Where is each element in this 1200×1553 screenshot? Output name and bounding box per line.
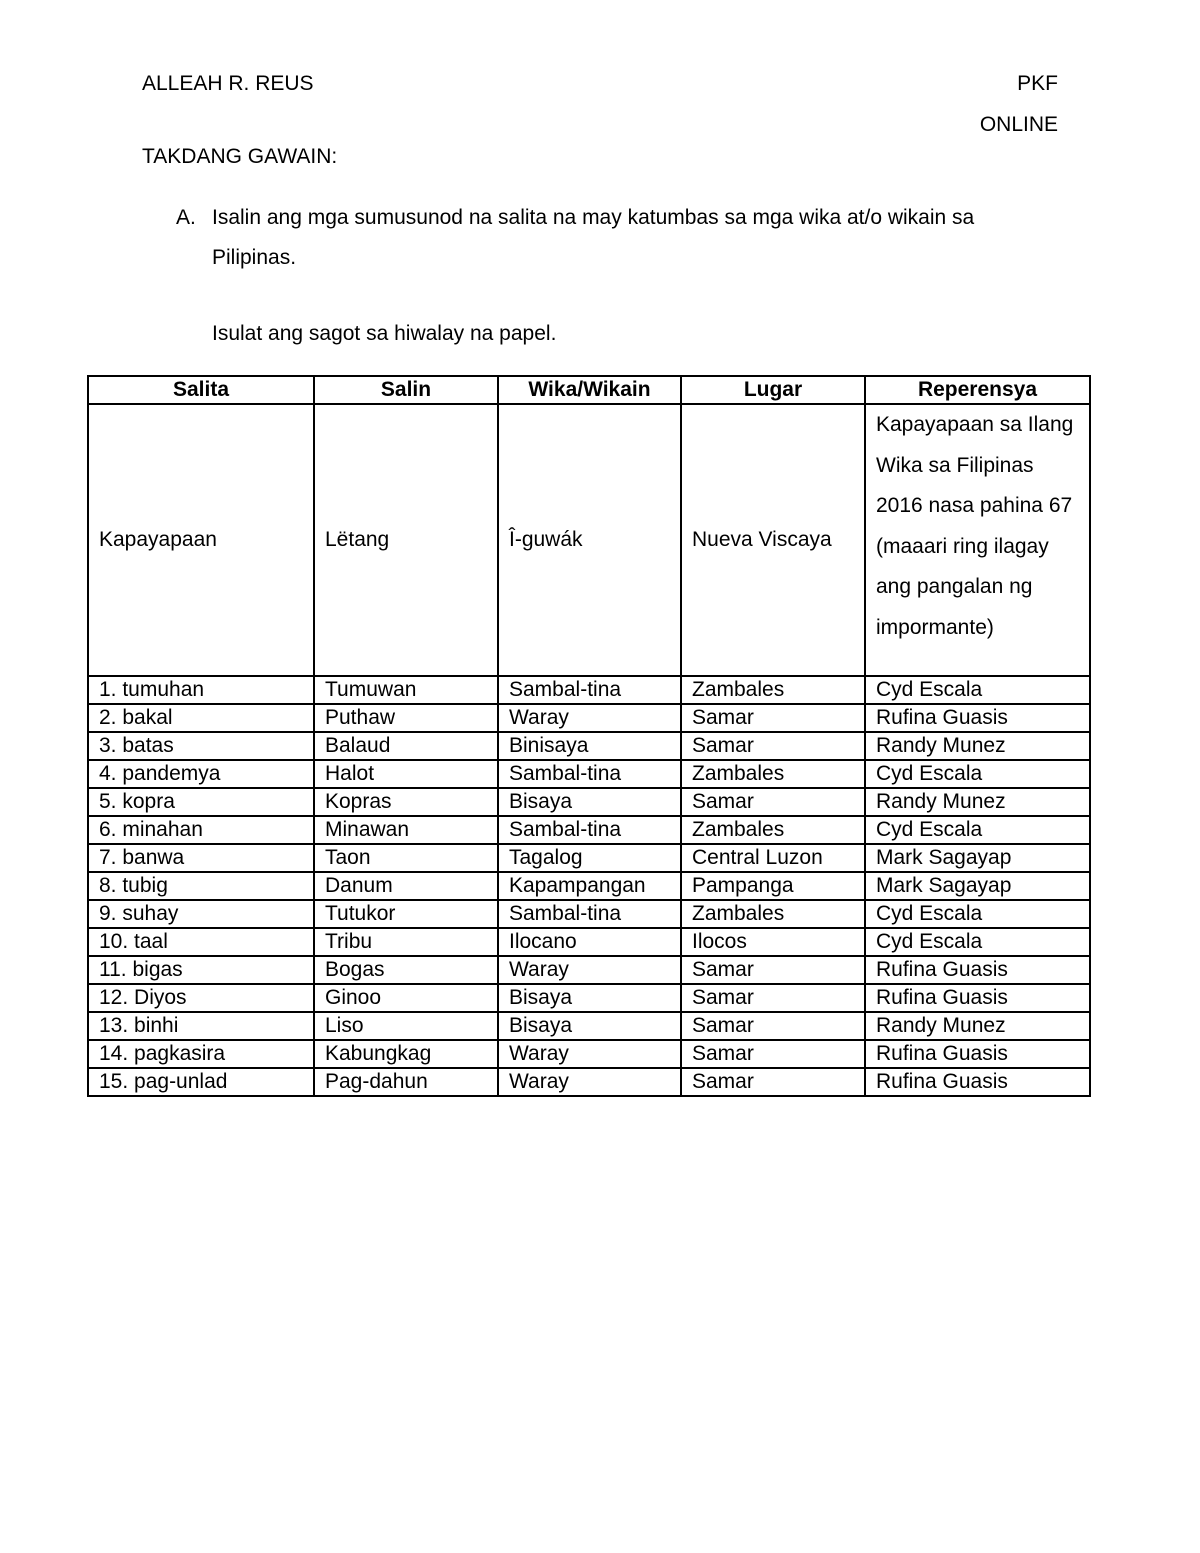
cell-wika: Sambal-tina	[498, 900, 681, 928]
cell-salita: 11. bigas	[88, 956, 314, 984]
cell-salin: Kopras	[314, 788, 498, 816]
table-row	[88, 844, 1090, 872]
table-row	[88, 1012, 1090, 1040]
cell-salita: 6. minahan	[88, 816, 314, 844]
cell-wika: Sambal-tina	[498, 676, 681, 704]
cell-reperensya: Mark Sagayap	[865, 844, 1090, 872]
cell-salin: Taon	[314, 844, 498, 872]
table-row	[88, 788, 1090, 816]
cell-reperensya: Rufina Guasis	[865, 984, 1090, 1012]
cell-reperensya: Randy Munez	[865, 732, 1090, 760]
cell-reperensya: Rufina Guasis	[865, 1040, 1090, 1068]
cell-reperensya: Randy Munez	[865, 1012, 1090, 1040]
cell-wika: Sambal-tina	[498, 816, 681, 844]
cell-salin: Balaud	[314, 732, 498, 760]
table-row	[88, 900, 1090, 928]
organization-label: PKF	[1017, 72, 1058, 95]
cell-salita: 3. batas	[88, 732, 314, 760]
table-row	[88, 956, 1090, 984]
cell-reperensya: Rufina Guasis	[865, 956, 1090, 984]
cell-wika: Bisaya	[498, 788, 681, 816]
cell-lugar: Samar	[681, 788, 865, 816]
cell-salita: 9. suhay	[88, 900, 314, 928]
cell-salita: 12. Diyos	[88, 984, 314, 1012]
cell-lugar: Zambales	[681, 816, 865, 844]
cell-salita: 14. pagkasira	[88, 1040, 314, 1068]
cell-salita: 1. tumuhan	[88, 676, 314, 704]
cell-wika: Bisaya	[498, 984, 681, 1012]
cell-salin: Halot	[314, 760, 498, 788]
table-row	[88, 1040, 1090, 1068]
cell-salita: 13. binhi	[88, 1012, 314, 1040]
table-row	[88, 760, 1090, 788]
cell-reperensya: Mark Sagayap	[865, 872, 1090, 900]
cell-reperensya: Cyd Escala	[865, 676, 1090, 704]
cell-lugar: Ilocos	[681, 928, 865, 956]
table-row	[88, 816, 1090, 844]
column-header-salin: Salin	[314, 376, 498, 404]
example-row	[88, 404, 1090, 676]
cell-salita: 15. pag-unlad	[88, 1068, 314, 1096]
cell-salin: Tumuwan	[314, 676, 498, 704]
cell-lugar: Samar	[681, 1040, 865, 1068]
cell-wika: Ilocano	[498, 928, 681, 956]
cell-lugar: Samar	[681, 1068, 865, 1096]
cell-lugar: Zambales	[681, 760, 865, 788]
cell-salin: Lëtang	[314, 404, 498, 676]
cell-reperensya: Cyd Escala	[865, 760, 1090, 788]
cell-wika: Waray	[498, 956, 681, 984]
table-header-row	[88, 376, 1090, 404]
cell-lugar: Samar	[681, 704, 865, 732]
cell-wika: Bisaya	[498, 1012, 681, 1040]
cell-salita: 10. taal	[88, 928, 314, 956]
cell-reperensya: Cyd Escala	[865, 816, 1090, 844]
cell-wika: Tagalog	[498, 844, 681, 872]
cell-lugar: Samar	[681, 956, 865, 984]
table-row	[88, 732, 1090, 760]
cell-lugar: Nueva Viscaya	[681, 404, 865, 676]
table-row	[88, 872, 1090, 900]
cell-salin: Tutukor	[314, 900, 498, 928]
table-row	[88, 984, 1090, 1012]
cell-salita: 8. tubig	[88, 872, 314, 900]
cell-wika: Kapampangan	[498, 872, 681, 900]
author-name: ALLEAH R. REUS	[142, 72, 314, 95]
instruction-note: Isulat ang sagot sa hiwalay na papel.	[212, 322, 557, 345]
cell-salin: Pag-dahun	[314, 1068, 498, 1096]
cell-reperensya: Randy Munez	[865, 788, 1090, 816]
cell-salita: 2. bakal	[88, 704, 314, 732]
task-title: TAKDANG GAWAIN:	[142, 145, 338, 168]
cell-reperensya: Kapayapaan sa Ilang Wika sa Filipinas 2016 nasa pahina 67 (maaari ring ilagay ang pangalan ng impormante)	[865, 404, 1090, 676]
cell-wika: Binisaya	[498, 732, 681, 760]
cell-salin: Minawan	[314, 816, 498, 844]
cell-lugar: Samar	[681, 1012, 865, 1040]
cell-lugar: Samar	[681, 984, 865, 1012]
cell-salita: 7. banwa	[88, 844, 314, 872]
cell-salin: Tribu	[314, 928, 498, 956]
mode-label: ONLINE	[979, 113, 1058, 136]
cell-salin: Ginoo	[314, 984, 498, 1012]
cell-reperensya: Rufina Guasis	[865, 1068, 1090, 1096]
cell-salita: 4. pandemya	[88, 760, 314, 788]
translation-table	[87, 375, 1091, 1097]
cell-lugar: Samar	[681, 732, 865, 760]
column-header-lugar: Lugar	[681, 376, 865, 404]
table-row	[88, 704, 1090, 732]
table-row	[88, 928, 1090, 956]
cell-salin: Liso	[314, 1012, 498, 1040]
cell-salin: Kabungkag	[314, 1040, 498, 1068]
cell-salin: Puthaw	[314, 704, 498, 732]
cell-wika: Î-guwák	[498, 404, 681, 676]
cell-wika: Waray	[498, 704, 681, 732]
cell-lugar: Central Luzon	[681, 844, 865, 872]
cell-wika: Waray	[498, 1068, 681, 1096]
instruction-text: Isalin ang mga sumusunod na salita na may katumbas sa mga wika at/o wikain sa Pilipinas.	[212, 206, 975, 269]
column-header-wika: Wika/Wikain	[498, 376, 681, 404]
cell-salin: Danum	[314, 872, 498, 900]
cell-wika: Waray	[498, 1040, 681, 1068]
cell-lugar: Zambales	[681, 900, 865, 928]
instruction-marker: A.	[176, 206, 196, 229]
cell-salita: Kapayapaan	[88, 404, 314, 676]
cell-wika: Sambal-tina	[498, 760, 681, 788]
cell-lugar: Zambales	[681, 676, 865, 704]
cell-reperensya: Rufina Guasis	[865, 704, 1090, 732]
cell-salin: Bogas	[314, 956, 498, 984]
cell-lugar: Pampanga	[681, 872, 865, 900]
cell-salita: 5. kopra	[88, 788, 314, 816]
table-row	[88, 676, 1090, 704]
column-header-salita: Salita	[88, 376, 314, 404]
instruction-item	[176, 198, 1056, 278]
column-header-reperensya: Reperensya	[865, 376, 1090, 404]
cell-reperensya: Cyd Escala	[865, 900, 1090, 928]
cell-reperensya: Cyd Escala	[865, 928, 1090, 956]
table-row	[88, 1068, 1090, 1096]
